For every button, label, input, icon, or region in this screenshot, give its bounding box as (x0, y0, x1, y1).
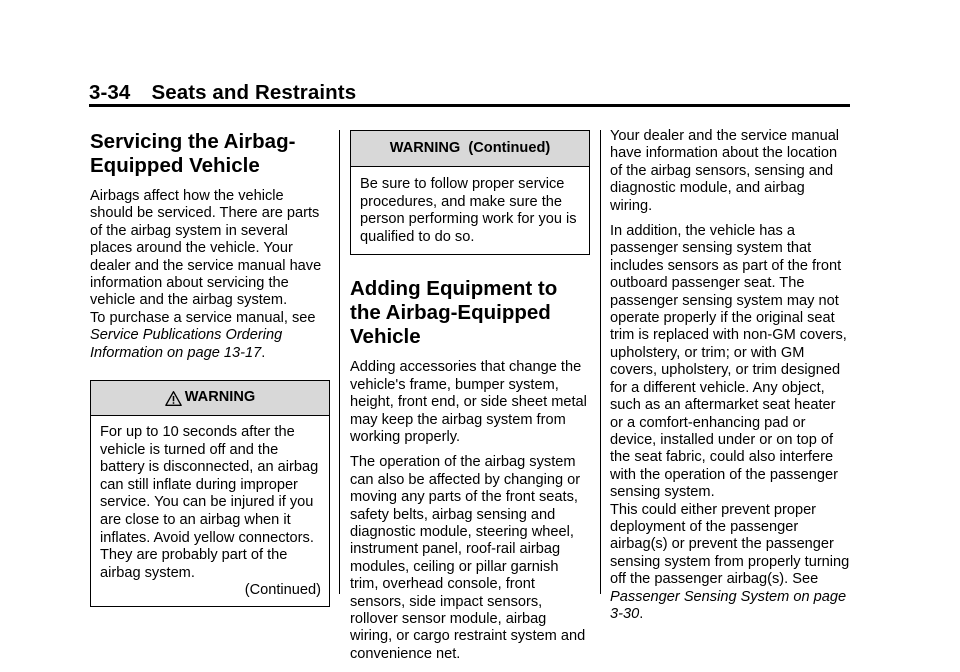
column-divider (339, 130, 340, 594)
header-rule (89, 104, 850, 107)
warning-title: WARNING (184, 389, 256, 406)
section-heading: Adding Equipment to the Airbag-Equipped Vehicle (350, 277, 558, 349)
section-title: Seats and Restraints (151, 81, 357, 104)
warning-text: For up to 10 seconds after the vehicle is turned off and the battery is disconnected, an airbag can still inflate during improper service. You can be injured if you are close to an airbag when it inflates. Avoid yellow connectors. They are probably part of the airbag system. (100, 424, 319, 581)
warning-title: WARNING (Continued) (389, 139, 551, 156)
body-paragraph: In addition, the vehicle has a passenger sensing system that includes sensors as part of the front outboard passenger seat. The passenger sensing system may not operate properly if the original seat trim is replaced with non-GM covers, upholstery, or trim; or with GM covers, upholstery, or trim designed for a different vehicle. Any object, such as an aftermarket seat heater or a comfort-enhancing pad or device, installed under or on top of the seat fabric, could also interfere with the operation of the passenger sensing system. (610, 223, 847, 501)
warning-box-continued (350, 130, 590, 255)
warning-icon (165, 390, 182, 407)
body-paragraph: This could either prevent proper deployment of the passenger airbag(s) or prevent the passenger sensing system from properly turning off the passenger airbag(s). See Passenger Sensing System on page 3-30. (610, 501, 850, 622)
column-2 (350, 130, 590, 671)
cross-reference-link[interactable]: Passenger Sensing System on page 3-30 (610, 588, 847, 622)
column-1 (90, 130, 330, 607)
body-paragraph: Your dealer and the service manual have information about the location of the airbag sensors, sensing and diagnostic module, and airbag wiring. (610, 128, 840, 214)
warning-header (351, 131, 589, 167)
page-header (89, 81, 356, 105)
section-heading: Servicing the Airbag-Equipped Vehicle (90, 130, 296, 177)
body-paragraph: To purchase a service manual, see Service Publications Ordering Information on page 13-17. (90, 309, 316, 361)
body-paragraph: Adding accessories that change the vehicle's frame, bumper system, height, front end, or side sheet metal may keep the airbag system from working properly. (350, 359, 587, 445)
warning-box (90, 380, 330, 607)
cross-reference-link[interactable]: Service Publications Ordering Information on page 13-17 (90, 327, 283, 361)
column-3 (610, 128, 850, 631)
body-paragraph: The operation of the airbag system can also be affected by changing or moving any parts of the front seats, safety belts, airbag sensing and diagnostic module, steering wheel, instrument panel, roof-rail airbag modules, ceiling or pillar garnish trim, overhead console, front sensors, side impact sensors, rollover sensor module, airbag wiring, or cargo restraint system and convenience net. (350, 454, 586, 662)
column-divider (600, 130, 601, 594)
warning-text: Be sure to follow proper service procedures, and make sure the person performing work for you is qualified to do so. (360, 176, 577, 245)
body-paragraph: Airbags affect how the vehicle should be serviced. There are parts of the airbag system in several places around the vehicle. Your dealer and the service manual have information about servicing the vehicle and the airbag system. (90, 188, 322, 309)
page-number: 3-34 (89, 81, 131, 104)
warning-body (91, 416, 329, 606)
warning-body (351, 167, 589, 254)
continued-label: (Continued) (244, 582, 321, 599)
warning-header (91, 381, 329, 416)
